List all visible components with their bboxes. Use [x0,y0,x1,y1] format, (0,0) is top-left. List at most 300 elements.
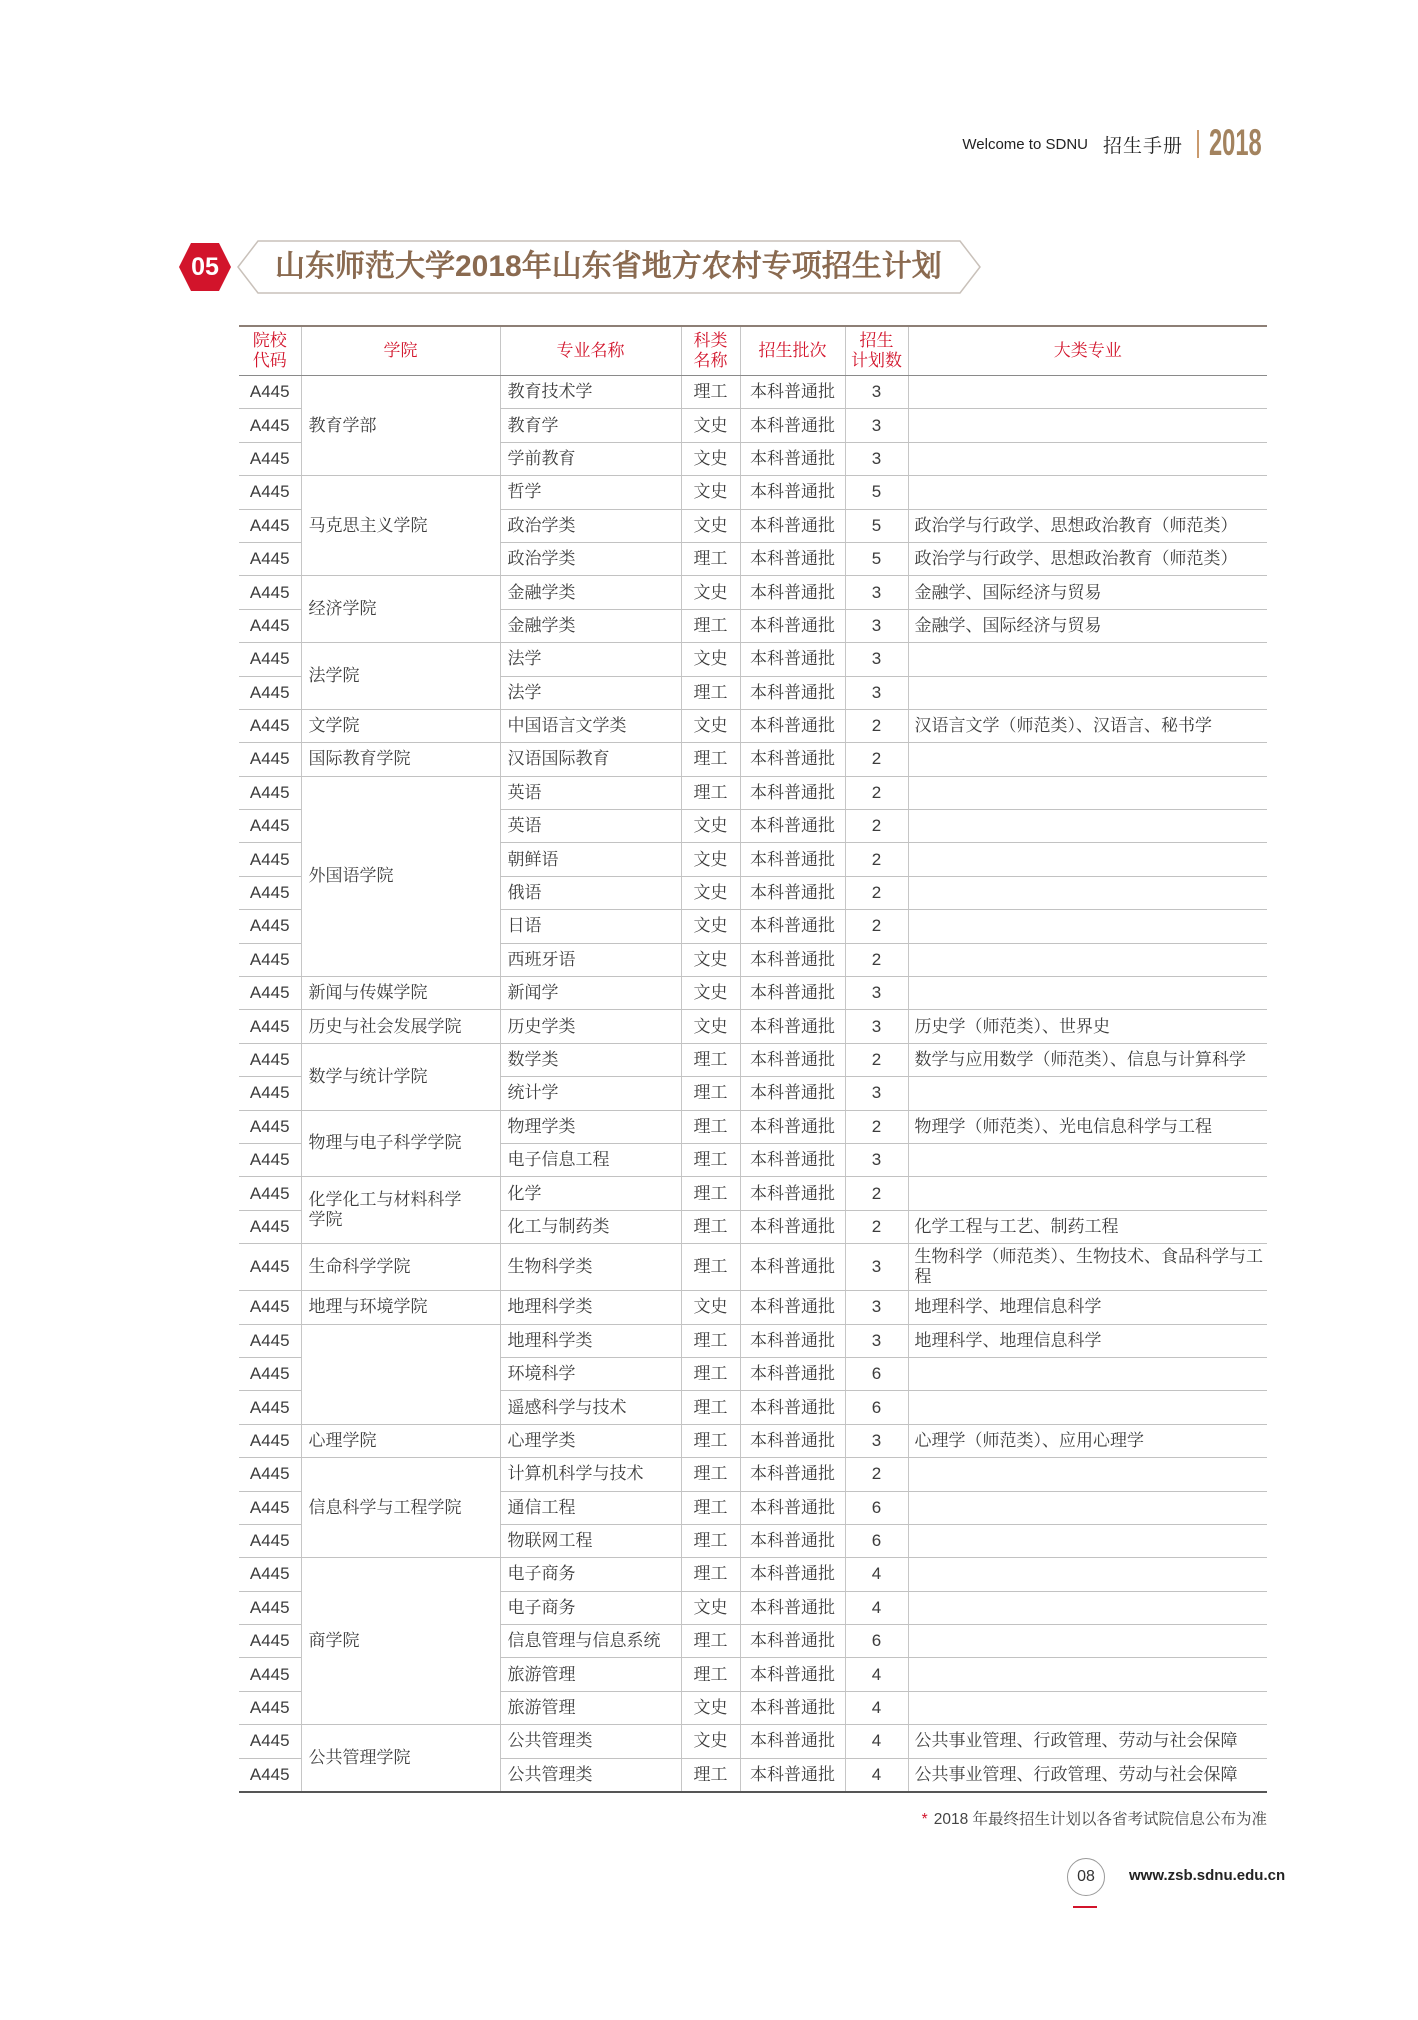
batch-cell: 本科普通批 [740,376,845,409]
code-cell: A445 [239,1010,301,1043]
broad-major-cell: 心理学（师范类）、应用心理学 [908,1424,1267,1457]
major-cell: 电子商务 [500,1591,681,1624]
batch-cell: 本科普通批 [740,1725,845,1758]
broad-major-cell: 物理学（师范类）、光电信息科学与工程 [908,1110,1267,1143]
broad-major-cell [908,476,1267,509]
major-cell: 中国语言文学类 [500,709,681,742]
code-cell: A445 [239,1244,301,1291]
plan-count-cell: 4 [845,1558,908,1591]
page-number-underline [1073,1906,1097,1908]
code-cell: A445 [239,843,301,876]
batch-cell: 本科普通批 [740,1244,845,1291]
category-cell: 文史 [681,1010,740,1043]
broad-major-cell [908,843,1267,876]
broad-major-cell [908,643,1267,676]
batch-cell: 本科普通批 [740,1691,845,1724]
category-cell: 文史 [681,1691,740,1724]
category-cell: 理工 [681,1391,740,1424]
code-cell: A445 [239,810,301,843]
plan-count-cell: 3 [845,376,908,409]
major-cell: 环境科学 [500,1357,681,1390]
major-cell: 汉语国际教育 [500,743,681,776]
plan-count-cell: 2 [845,1210,908,1243]
col-header-category: 科类 名称 [681,326,740,376]
category-cell: 文史 [681,810,740,843]
major-cell: 通信工程 [500,1491,681,1524]
plan-count-cell: 6 [845,1391,908,1424]
plan-count-cell: 3 [845,1291,908,1324]
batch-cell: 本科普通批 [740,1458,845,1491]
batch-cell: 本科普通批 [740,1758,845,1791]
broad-major-cell [908,743,1267,776]
table-row [239,1324,1267,1357]
category-cell: 文史 [681,910,740,943]
code-cell: A445 [239,776,301,809]
plan-count-cell: 5 [845,509,908,542]
table-row [239,1725,1267,1758]
category-cell: 理工 [681,609,740,642]
broad-major-cell [908,1491,1267,1524]
code-cell: A445 [239,1758,301,1791]
code-cell: A445 [239,1491,301,1524]
code-cell: A445 [239,676,301,709]
code-cell: A445 [239,1324,301,1357]
category-cell: 文史 [681,977,740,1010]
category-cell: 文史 [681,409,740,442]
year-wrap [1209,124,1267,164]
code-cell: A445 [239,476,301,509]
category-cell: 理工 [681,1210,740,1243]
college-cell: 商学院 [301,1558,500,1725]
category-cell: 文史 [681,476,740,509]
broad-major-cell [908,776,1267,809]
batch-cell: 本科普通批 [740,1143,845,1176]
plan-count-cell: 2 [845,1458,908,1491]
broad-major-cell [908,1077,1267,1110]
category-cell: 理工 [681,1077,740,1110]
table-header-row [239,326,1267,376]
broad-major-cell [908,442,1267,475]
college-cell: 数学与统计学院 [301,1043,500,1110]
batch-cell: 本科普通批 [740,1324,845,1357]
code-cell: A445 [239,409,301,442]
broad-major-cell: 化学工程与工艺、制药工程 [908,1210,1267,1243]
batch-cell: 本科普通批 [740,743,845,776]
major-cell: 物联网工程 [500,1524,681,1557]
major-cell: 统计学 [500,1077,681,1110]
category-cell: 理工 [681,1244,740,1291]
code-cell: A445 [239,1077,301,1110]
footnote [922,1808,1267,1832]
category-cell: 文史 [681,509,740,542]
category-cell: 文史 [681,576,740,609]
plan-count-cell: 6 [845,1625,908,1658]
broad-major-cell: 金融学、国际经济与贸易 [908,609,1267,642]
plan-count-cell: 3 [845,576,908,609]
section-number: 05 [191,253,219,281]
college-cell: 化学化工与材料科学学院 [301,1177,500,1244]
broad-major-cell: 生物科学（师范类）、生物技术、食品科学与工程 [908,1244,1267,1291]
table-row [239,776,1267,809]
broad-major-cell [908,977,1267,1010]
batch-cell: 本科普通批 [740,409,845,442]
broad-major-cell [908,1658,1267,1691]
broad-major-cell: 历史学（师范类）、世界史 [908,1010,1267,1043]
batch-cell: 本科普通批 [740,1210,845,1243]
code-cell: A445 [239,1043,301,1076]
code-cell: A445 [239,442,301,475]
category-cell: 理工 [681,1491,740,1524]
code-cell: A445 [239,1558,301,1591]
category-cell: 理工 [681,743,740,776]
broad-major-cell [908,943,1267,976]
category-cell: 文史 [681,843,740,876]
plan-count-cell: 4 [845,1591,908,1624]
college-cell [301,1324,500,1424]
major-cell: 西班牙语 [500,943,681,976]
category-cell: 理工 [681,1357,740,1390]
broad-major-cell [908,376,1267,409]
category-cell: 文史 [681,943,740,976]
code-cell: A445 [239,1625,301,1658]
plan-count-cell: 3 [845,643,908,676]
batch-cell: 本科普通批 [740,676,845,709]
major-cell: 遥感科学与技术 [500,1391,681,1424]
plan-count-cell: 2 [845,876,908,909]
college-cell: 信息科学与工程学院 [301,1458,500,1558]
category-cell: 理工 [681,776,740,809]
footnote-asterisk: * [921,1811,928,1828]
code-cell: A445 [239,1658,301,1691]
code-cell: A445 [239,1177,301,1210]
table-row [239,1110,1267,1143]
col-header-college: 学院 [301,326,500,376]
category-cell: 文史 [681,709,740,742]
category-cell: 理工 [681,676,740,709]
code-cell: A445 [239,943,301,976]
category-cell: 理工 [681,542,740,575]
code-cell: A445 [239,1143,301,1176]
plan-count-cell: 2 [845,843,908,876]
broad-major-cell: 政治学与行政学、思想政治教育（师范类） [908,509,1267,542]
plan-count-cell: 4 [845,1691,908,1724]
code-cell: A445 [239,1458,301,1491]
category-cell: 理工 [681,1524,740,1557]
table-row [239,977,1267,1010]
page-title: 山东师范大学2018年山东省地方农村专项招生计划 [275,250,942,283]
plan-count-cell: 4 [845,1658,908,1691]
plan-count-cell: 2 [845,709,908,742]
batch-cell: 本科普通批 [740,709,845,742]
major-cell: 教育学 [500,409,681,442]
major-cell: 电子信息工程 [500,1143,681,1176]
category-cell: 文史 [681,1725,740,1758]
handbook-label: 招生手册 [1102,135,1183,157]
plan-count-cell: 3 [845,1324,908,1357]
code-cell: A445 [239,1357,301,1390]
table-row [239,709,1267,742]
table-row [239,476,1267,509]
major-cell: 化学 [500,1177,681,1210]
table-row [239,1558,1267,1591]
code-cell: A445 [239,1210,301,1243]
batch-cell: 本科普通批 [740,1591,845,1624]
plan-count-cell: 3 [845,442,908,475]
table-row [239,376,1267,409]
college-cell: 经济学院 [301,576,500,643]
major-cell: 学前教育 [500,442,681,475]
table-row [239,1244,1267,1291]
broad-major-cell [908,1691,1267,1724]
col-header-major: 专业名称 [500,326,681,376]
category-cell: 理工 [681,1043,740,1076]
major-cell: 心理学类 [500,1424,681,1457]
broad-major-cell: 数学与应用数学（师范类）、信息与计算科学 [908,1043,1267,1076]
batch-cell: 本科普通批 [740,609,845,642]
plan-count-cell: 2 [845,810,908,843]
code-cell: A445 [239,1725,301,1758]
broad-major-cell [908,1391,1267,1424]
broad-major-cell [908,1458,1267,1491]
header-divider [1197,130,1199,158]
code-cell: A445 [239,576,301,609]
broad-major-cell [908,910,1267,943]
batch-cell: 本科普通批 [740,1391,845,1424]
code-cell: A445 [239,509,301,542]
college-cell: 地理与环境学院 [301,1291,500,1324]
major-cell: 政治学类 [500,542,681,575]
category-cell: 理工 [681,1458,740,1491]
major-cell: 法学 [500,676,681,709]
batch-cell: 本科普通批 [740,1524,845,1557]
table-row [239,576,1267,609]
batch-cell: 本科普通批 [740,1291,845,1324]
batch-cell: 本科普通批 [740,876,845,909]
broad-major-cell [908,876,1267,909]
college-cell: 心理学院 [301,1424,500,1457]
college-cell: 历史与社会发展学院 [301,1010,500,1043]
category-cell: 文史 [681,1591,740,1624]
broad-major-cell: 政治学与行政学、思想政治教育（师范类） [908,542,1267,575]
plan-count-cell: 5 [845,476,908,509]
college-cell: 物理与电子科学学院 [301,1110,500,1177]
broad-major-cell [908,1558,1267,1591]
broad-major-cell [908,810,1267,843]
batch-cell: 本科普通批 [740,1658,845,1691]
batch-cell: 本科普通批 [740,643,845,676]
category-cell: 理工 [681,1558,740,1591]
college-cell: 生命科学学院 [301,1244,500,1291]
college-cell: 外国语学院 [301,776,500,976]
section-number-badge [178,242,232,292]
major-cell: 数学类 [500,1043,681,1076]
plan-count-cell: 3 [845,1244,908,1291]
college-cell: 法学院 [301,643,500,710]
batch-cell: 本科普通批 [740,1558,845,1591]
batch-cell: 本科普通批 [740,776,845,809]
broad-major-cell [908,1177,1267,1210]
major-cell: 英语 [500,776,681,809]
table-row [239,743,1267,776]
college-cell: 马克思主义学院 [301,476,500,576]
broad-major-cell [908,409,1267,442]
broad-major-cell [908,676,1267,709]
plan-count-cell: 2 [845,743,908,776]
code-cell: A445 [239,643,301,676]
college-cell: 文学院 [301,709,500,742]
code-cell: A445 [239,1424,301,1457]
batch-cell: 本科普通批 [740,1177,845,1210]
batch-cell: 本科普通批 [740,1491,845,1524]
category-cell: 理工 [681,1110,740,1143]
broad-major-cell: 汉语言文学（师范类）、汉语言、秘书学 [908,709,1267,742]
table-row [239,1424,1267,1457]
batch-cell: 本科普通批 [740,843,845,876]
col-header-broad-major: 大类专业 [908,326,1267,376]
broad-major-cell: 地理科学、地理信息科学 [908,1291,1267,1324]
batch-cell: 本科普通批 [740,1424,845,1457]
broad-major-cell: 公共事业管理、行政管理、劳动与社会保障 [908,1725,1267,1758]
plan-count-cell: 3 [845,676,908,709]
category-cell: 文史 [681,442,740,475]
batch-cell: 本科普通批 [740,576,845,609]
college-cell: 公共管理学院 [301,1725,500,1792]
major-cell: 新闻学 [500,977,681,1010]
table-row [239,1010,1267,1043]
broad-major-cell: 金融学、国际经济与贸易 [908,576,1267,609]
code-cell: A445 [239,542,301,575]
broad-major-cell: 地理科学、地理信息科学 [908,1324,1267,1357]
code-cell: A445 [239,609,301,642]
code-cell: A445 [239,743,301,776]
category-cell: 理工 [681,1758,740,1791]
plan-count-cell: 3 [845,609,908,642]
category-cell: 理工 [681,1424,740,1457]
category-cell: 文史 [681,876,740,909]
code-cell: A445 [239,376,301,409]
code-cell: A445 [239,1591,301,1624]
plan-count-cell: 6 [845,1491,908,1524]
table-body [239,376,1267,1792]
plan-count-cell: 2 [845,1177,908,1210]
table-row [239,1291,1267,1324]
major-cell: 信息管理与信息系统 [500,1625,681,1658]
website-url: www.zsb.sdnu.edu.cn [1129,1867,1286,1884]
table-row [239,643,1267,676]
category-cell: 理工 [681,1177,740,1210]
category-cell: 理工 [681,1625,740,1658]
page-header [962,124,1267,164]
major-cell: 金融学类 [500,609,681,642]
batch-cell: 本科普通批 [740,1043,845,1076]
year-label: 2018 [1209,122,1262,163]
major-cell: 金融学类 [500,576,681,609]
enrollment-plan-table [239,325,1267,1793]
plan-count-cell: 4 [845,1725,908,1758]
code-cell: A445 [239,876,301,909]
batch-cell: 本科普通批 [740,542,845,575]
major-cell: 教育技术学 [500,376,681,409]
major-cell: 日语 [500,910,681,943]
college-cell: 新闻与传媒学院 [301,977,500,1010]
broad-major-cell [908,1357,1267,1390]
batch-cell: 本科普通批 [740,442,845,475]
broad-major-cell [908,1524,1267,1557]
plan-count-cell: 6 [845,1524,908,1557]
plan-count-cell: 2 [845,1043,908,1076]
code-cell: A445 [239,1291,301,1324]
category-cell: 理工 [681,1658,740,1691]
code-cell: A445 [239,1391,301,1424]
major-cell: 政治学类 [500,509,681,542]
plan-count-cell: 3 [845,1010,908,1043]
major-cell: 历史学类 [500,1010,681,1043]
broad-major-cell [908,1625,1267,1658]
plan-count-cell: 2 [845,776,908,809]
code-cell: A445 [239,910,301,943]
category-cell: 理工 [681,1143,740,1176]
plan-count-cell: 5 [845,542,908,575]
major-cell: 哲学 [500,476,681,509]
code-cell: A445 [239,1524,301,1557]
code-cell: A445 [239,1691,301,1724]
major-cell: 公共管理类 [500,1725,681,1758]
page-number: 08 [1067,1858,1105,1896]
broad-major-cell [908,1143,1267,1176]
batch-cell: 本科普通批 [740,810,845,843]
col-header-plan-count: 招生 计划数 [845,326,908,376]
major-cell: 朝鲜语 [500,843,681,876]
category-cell: 理工 [681,376,740,409]
major-cell: 公共管理类 [500,1758,681,1791]
college-cell: 国际教育学院 [301,743,500,776]
batch-cell: 本科普通批 [740,1625,845,1658]
major-cell: 旅游管理 [500,1691,681,1724]
major-cell: 电子商务 [500,1558,681,1591]
code-cell: A445 [239,1110,301,1143]
major-cell: 英语 [500,810,681,843]
batch-cell: 本科普通批 [740,910,845,943]
batch-cell: 本科普通批 [740,943,845,976]
category-cell: 理工 [681,1324,740,1357]
broad-major-cell: 公共事业管理、行政管理、劳动与社会保障 [908,1758,1267,1791]
broad-major-cell [908,1591,1267,1624]
welcome-text: Welcome to SDNU [962,135,1088,153]
major-cell: 计算机科学与技术 [500,1458,681,1491]
table-row [239,1043,1267,1076]
major-cell: 物理学类 [500,1110,681,1143]
col-header-code: 院校 代码 [239,326,301,376]
code-cell: A445 [239,709,301,742]
batch-cell: 本科普通批 [740,1357,845,1390]
code-cell: A445 [239,977,301,1010]
major-cell: 化工与制药类 [500,1210,681,1243]
plan-count-cell: 3 [845,1143,908,1176]
plan-count-cell: 4 [845,1758,908,1791]
col-header-batch: 招生批次 [740,326,845,376]
plan-count-cell: 2 [845,910,908,943]
plan-count-cell: 2 [845,943,908,976]
major-cell: 地理科学类 [500,1291,681,1324]
batch-cell: 本科普通批 [740,977,845,1010]
major-cell: 地理科学类 [500,1324,681,1357]
table-row [239,1177,1267,1210]
batch-cell: 本科普通批 [740,476,845,509]
plan-count-cell: 3 [845,409,908,442]
batch-cell: 本科普通批 [740,509,845,542]
college-cell: 教育学部 [301,376,500,476]
plan-count-cell: 3 [845,1424,908,1457]
